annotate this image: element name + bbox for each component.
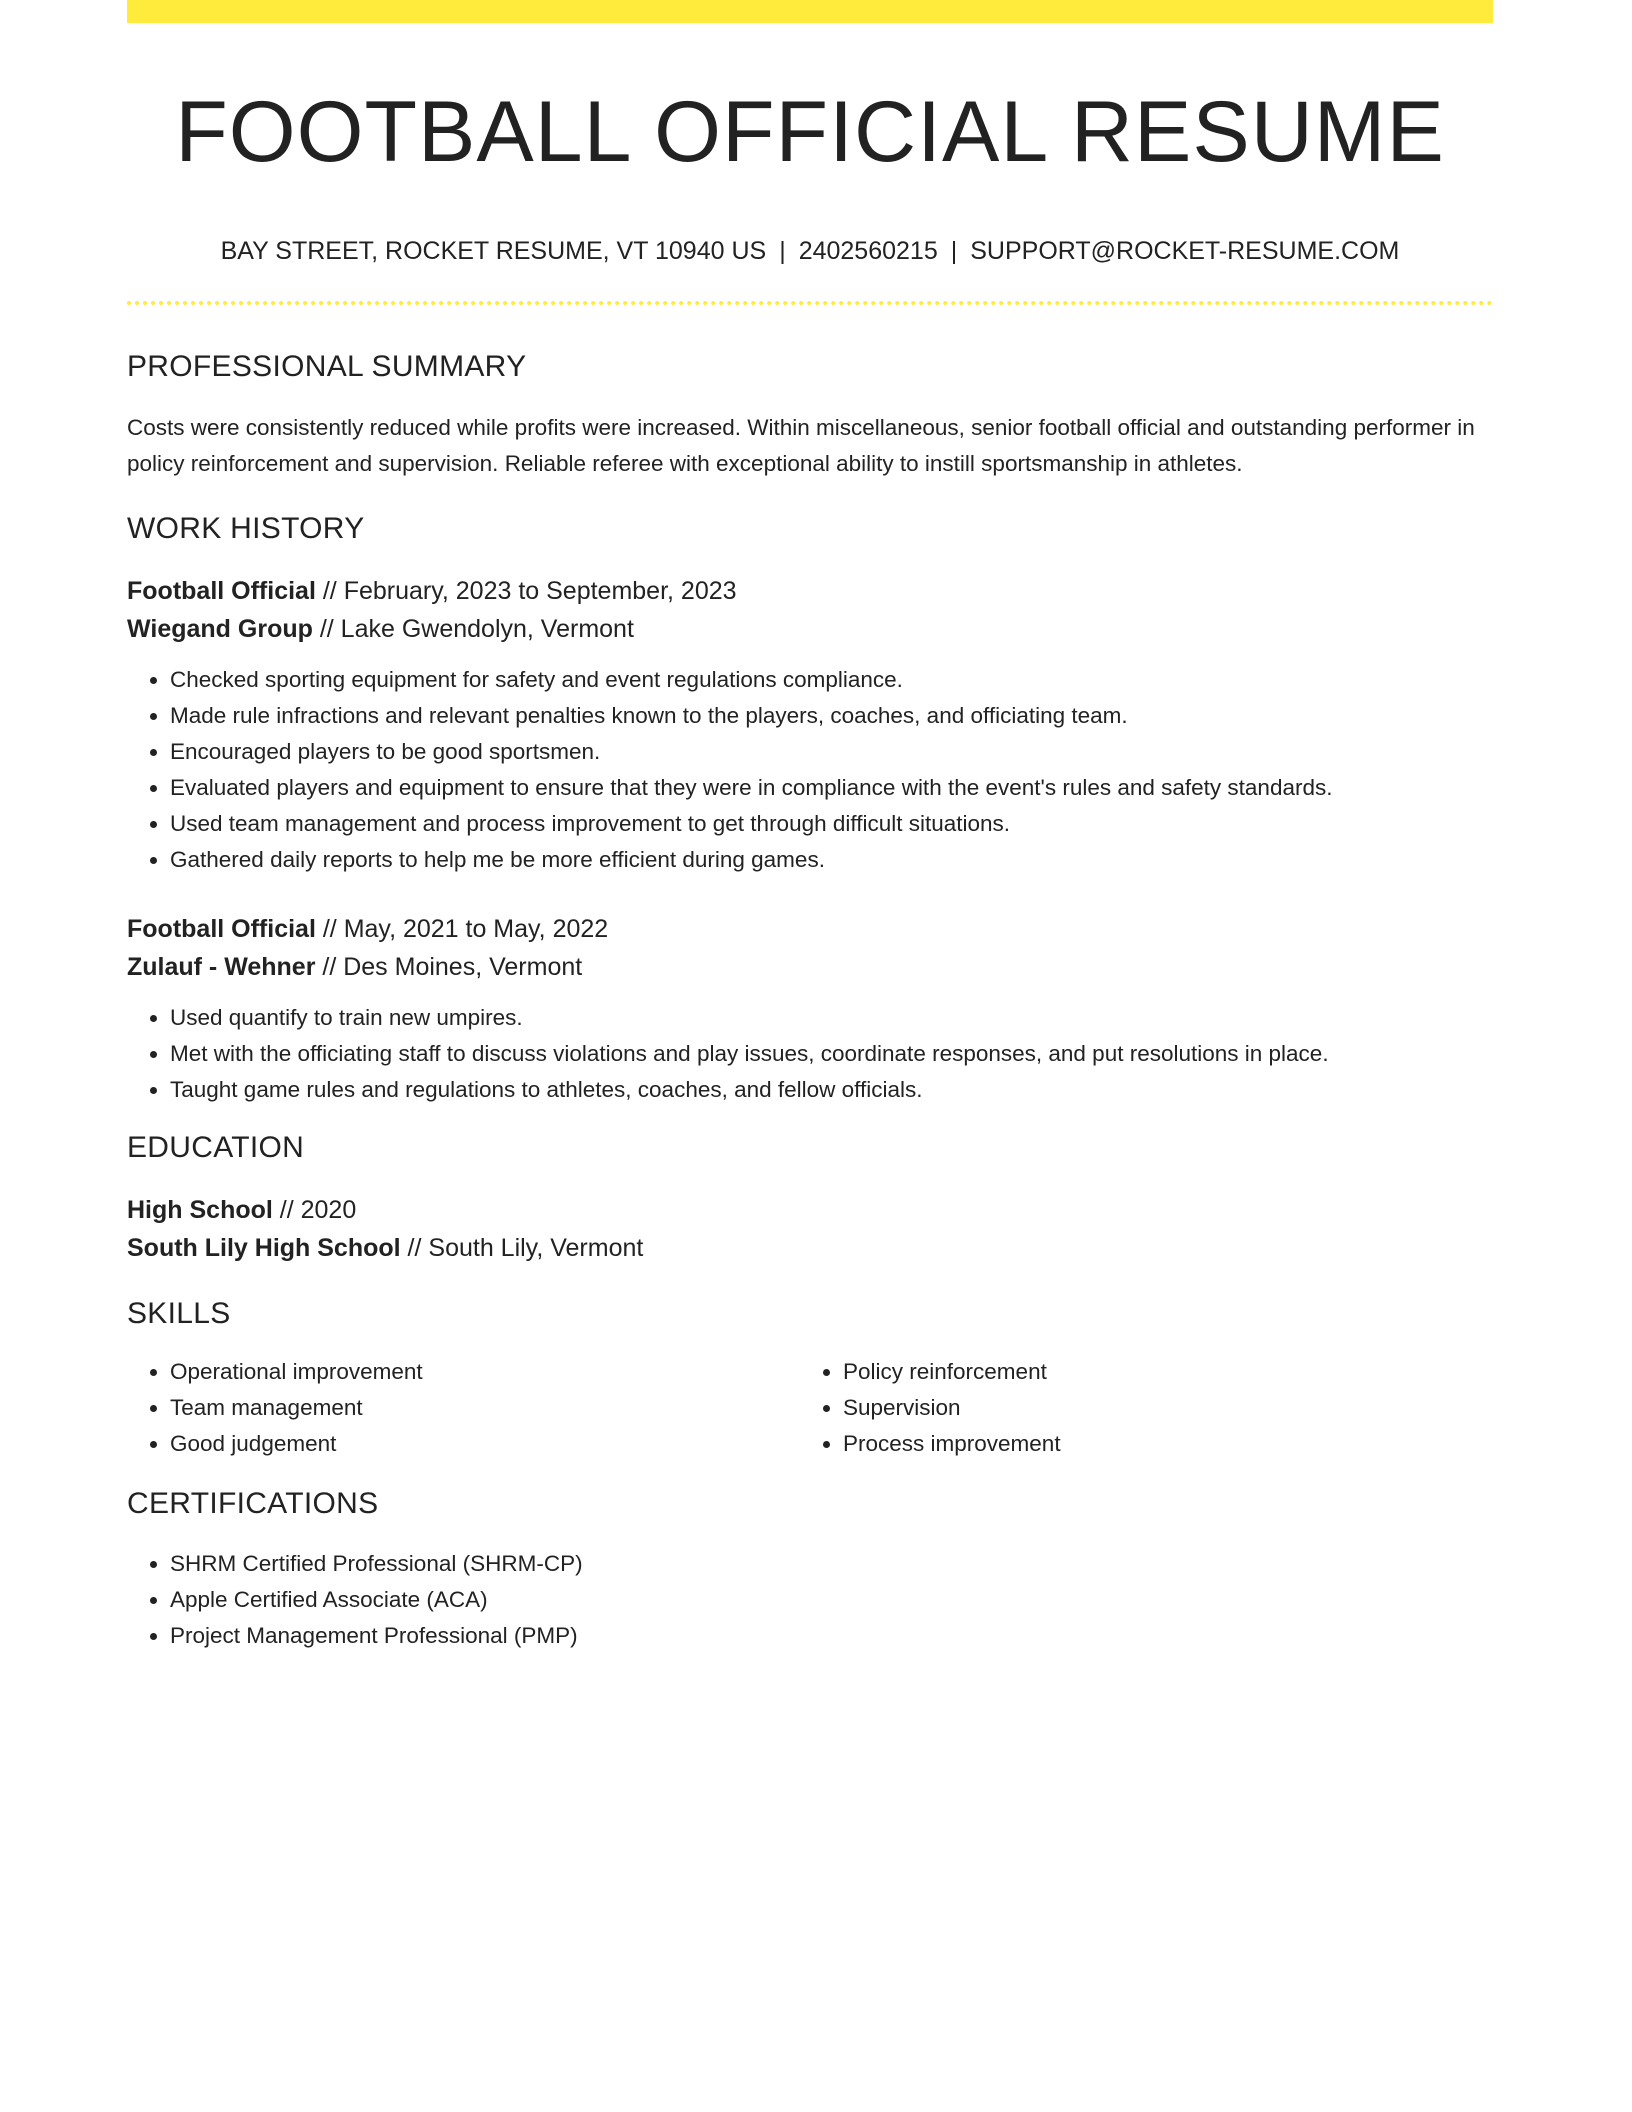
skill-item: • Good judgement <box>170 1426 800 1462</box>
job-dates: // February, 2023 to September, 2023 <box>315 576 737 605</box>
skill-item: • Policy reinforcement <box>843 1354 1473 1390</box>
contact-separator: | <box>779 236 786 265</box>
contact-email: SUPPORT@ROCKET-RESUME.COM <box>970 236 1400 265</box>
job-company-line <box>127 948 1493 986</box>
job-entry <box>127 910 1493 1108</box>
dotted-divider <box>127 301 1493 305</box>
summary-text: Costs were consistently reduced while profits were increased. Within miscellaneous, senior football official and outstanding performer in policy reinforcement and supervision. Reliable referee with exceptional ability to instill sportsmanship in athletes. <box>127 414 1475 476</box>
job-location: // Lake Gwendolyn, Vermont <box>312 614 634 643</box>
education-year: // 2020 <box>272 1195 357 1224</box>
summary-heading: PROFESSIONAL SUMMARY <box>127 349 527 383</box>
certification-item: • SHRM Certified Professional (SHRM-CP) <box>170 1546 1493 1582</box>
job-bullet: • Used quantify to train new umpires. <box>170 1000 1493 1036</box>
certifications-heading: CERTIFICATIONS <box>127 1486 379 1520</box>
accent-top-bar <box>127 0 1493 23</box>
skill-item: • Supervision <box>843 1390 1473 1426</box>
job-bullet: • Met with the officiating staff to discuss violations and play issues, coordinate responses, and put resolutions in place. <box>170 1036 1493 1072</box>
education-school-line <box>127 1229 1493 1267</box>
job-bullet: • Gathered daily reports to help me be more efficient during games. <box>170 842 1493 878</box>
job-company-line <box>127 610 1493 648</box>
education-heading: EDUCATION <box>127 1130 305 1164</box>
job-title: Football Official <box>127 576 316 605</box>
job-bullet: • Encouraged players to be good sportsmen. <box>170 734 1493 770</box>
contact-address: BAY STREET, ROCKET RESUME, VT 10940 US <box>220 236 767 265</box>
education-location: // South Lily, Vermont <box>400 1233 644 1262</box>
skill-item: • Team management <box>170 1390 800 1426</box>
skills-column-right <box>800 1354 1473 1462</box>
job-bullet: • Taught game rules and regulations to athletes, coaches, and fellow officials. <box>170 1072 1493 1108</box>
job-bullet: • Evaluated players and equipment to ensure that they were in compliance with the event's rules and safety standards. <box>170 770 1493 806</box>
job-bullet: • Checked sporting equipment for safety and event regulations compliance. <box>170 662 1493 698</box>
certifications-list <box>127 1546 1493 1654</box>
job-company: Wiegand Group <box>127 614 313 643</box>
job-bullet: • Made rule infractions and relevant penalties known to the players, coaches, and officiating team. <box>170 698 1493 734</box>
job-bullets <box>127 662 1493 878</box>
job-bullets <box>127 1000 1493 1108</box>
resume-page <box>127 0 1493 1654</box>
skills-grid <box>127 1354 1493 1462</box>
skill-item: • Operational improvement <box>170 1354 800 1390</box>
certification-item: • Project Management Professional (PMP) <box>170 1618 1493 1654</box>
skill-item: • Process improvement <box>843 1426 1473 1462</box>
education-school: South Lily High School <box>127 1233 401 1262</box>
contact-phone: 2402560215 <box>798 236 938 265</box>
job-location: // Des Moines, Vermont <box>315 952 583 981</box>
job-company: Zulauf - Wehner <box>127 952 316 981</box>
job-title-line <box>127 572 1493 610</box>
job-dates: // May, 2021 to May, 2022 <box>315 914 609 943</box>
resume-title: FOOTBALL OFFICIAL RESUME <box>175 84 1445 180</box>
job-entry <box>127 572 1493 878</box>
contact-line <box>127 236 1493 266</box>
education-degree-line <box>127 1191 1493 1229</box>
education-degree: High School <box>127 1195 273 1224</box>
education-entry <box>127 1191 1493 1267</box>
job-title: Football Official <box>127 914 316 943</box>
contact-separator: | <box>950 236 958 265</box>
job-title-line <box>127 910 1493 948</box>
job-bullet: • Used team management and process improvement to get through difficult situations. <box>170 806 1493 842</box>
certification-item: • Apple Certified Associate (ACA) <box>170 1582 1493 1618</box>
work-history-heading: WORK HISTORY <box>127 511 365 545</box>
skills-column-left <box>127 1354 800 1462</box>
skills-heading: SKILLS <box>127 1296 231 1330</box>
